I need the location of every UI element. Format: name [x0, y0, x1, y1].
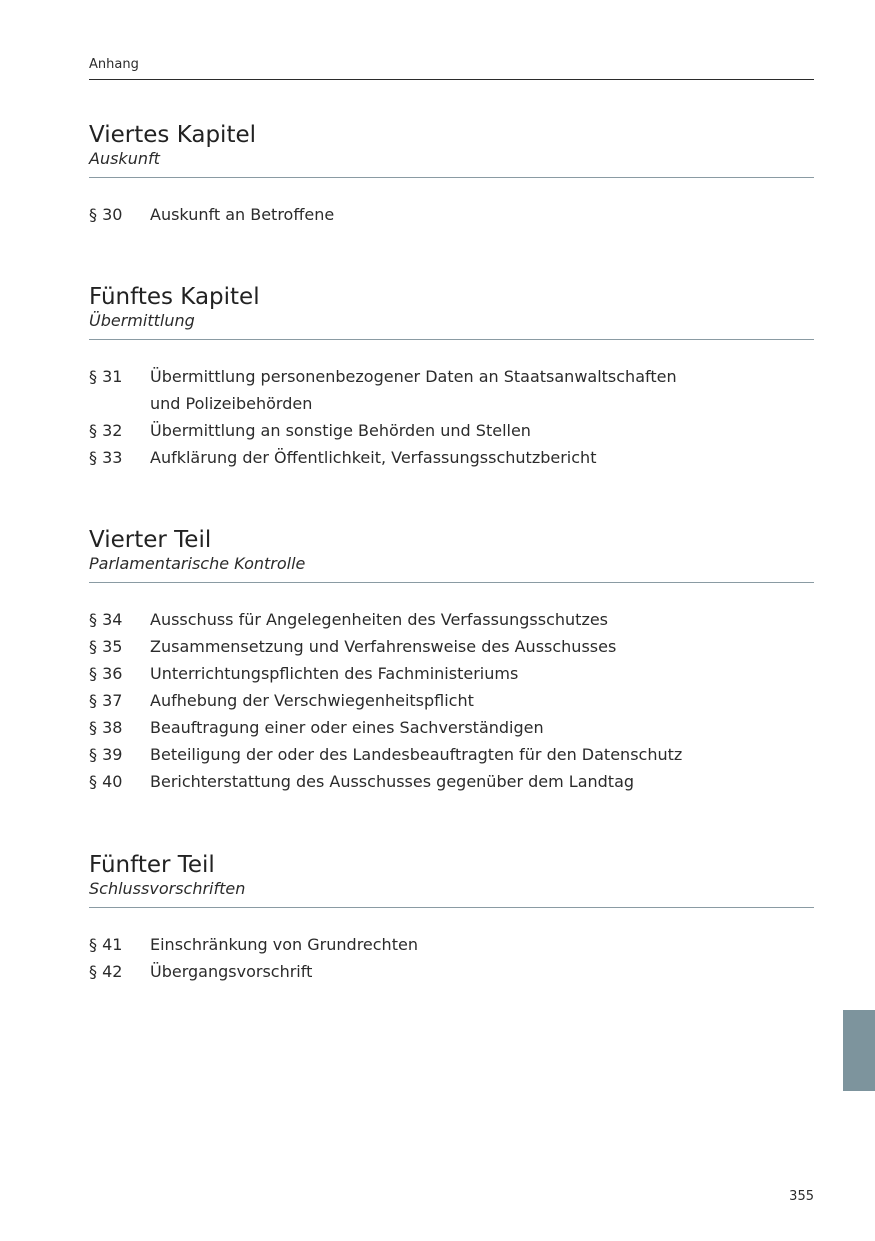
section-title: Vierter Teil	[89, 527, 212, 553]
entry-title: Einschränkung von Grundrechten	[150, 935, 418, 954]
paragraph-number: § 32	[89, 421, 123, 440]
paragraph-number: § 35	[89, 637, 123, 656]
entry-title: Beteiligung der oder des Landesbeauftragten für den Datenschutz	[150, 745, 683, 764]
section-title: Viertes Kapitel	[89, 122, 257, 148]
section-vierter-teil	[89, 526, 814, 795]
toc-entry-35[interactable]	[89, 633, 814, 660]
section-viertes-kapitel	[89, 121, 814, 228]
paragraph-number: § 41	[89, 935, 123, 954]
entry-title: Zusammensetzung und Verfahrensweise des Ausschusses	[150, 637, 617, 656]
entry-title: Beauftragung einer oder eines Sachverständigen	[150, 718, 544, 737]
toc-entry-list	[89, 606, 814, 795]
section-title: Fünfter Teil	[89, 852, 215, 878]
toc-entry-38[interactable]	[89, 714, 814, 741]
toc-entry-34[interactable]	[89, 606, 814, 633]
toc-entry-33[interactable]	[89, 444, 814, 471]
section-fuenfter-teil	[89, 851, 814, 985]
entry-title: Auskunft an Betroffene	[150, 205, 335, 224]
section-title: Fünftes Kapitel	[89, 284, 260, 310]
toc-entry-list	[89, 363, 814, 471]
paragraph-number: § 38	[89, 718, 123, 737]
paragraph-number: § 42	[89, 962, 123, 981]
paragraph-number: § 30	[89, 205, 123, 224]
toc-entry-30[interactable]	[89, 201, 814, 228]
paragraph-number: § 36	[89, 664, 123, 683]
toc-entry-41[interactable]	[89, 931, 814, 958]
entry-title: Übermittlung personenbezogener Daten an Staatsanwaltschaften und Polizeibehörden	[150, 367, 677, 413]
paragraph-number: § 39	[89, 745, 123, 764]
section-fuenftes-kapitel	[89, 283, 814, 471]
entry-title: Übergangsvorschrift	[150, 962, 313, 981]
entry-title: Berichterstattung des Ausschusses gegenüber dem Landtag	[150, 772, 635, 791]
entry-title: Ausschuss für Angelegenheiten des Verfassungsschutzes	[150, 610, 609, 629]
toc-entry-37[interactable]	[89, 687, 814, 714]
paragraph-number: § 34	[89, 610, 123, 629]
entry-title: Aufklärung der Öffentlichkeit, Verfassungsschutzbericht	[150, 448, 597, 467]
running-head: Anhang	[89, 57, 814, 80]
paragraph-number: § 31	[89, 367, 123, 386]
toc-entry-list	[89, 931, 814, 985]
toc-entry-36[interactable]	[89, 660, 814, 687]
page-number: 355	[789, 1189, 814, 1204]
toc-entry-42[interactable]	[89, 958, 814, 985]
toc-entry-31[interactable]	[89, 363, 814, 417]
entry-title: Übermittlung an sonstige Behörden und Stellen	[150, 421, 531, 440]
section-subtitle: Schlussvorschriften	[89, 879, 814, 908]
entry-title: Unterrichtungspflichten des Fachministeriums	[150, 664, 519, 683]
paragraph-number: § 37	[89, 691, 123, 710]
toc-entry-32[interactable]	[89, 417, 814, 444]
toc-entry-list	[89, 201, 814, 228]
toc-entry-39[interactable]	[89, 741, 814, 768]
section-subtitle: Übermittlung	[89, 311, 814, 340]
section-subtitle: Parlamentarische Kontrolle	[89, 554, 814, 583]
section-subtitle: Auskunft	[89, 149, 814, 178]
toc-entry-40[interactable]	[89, 768, 814, 795]
chapter-thumb-tab	[843, 1010, 875, 1091]
entry-title: Aufhebung der Verschwiegenheitspflicht	[150, 691, 474, 710]
paragraph-number: § 40	[89, 772, 123, 791]
paragraph-number: § 33	[89, 448, 123, 467]
